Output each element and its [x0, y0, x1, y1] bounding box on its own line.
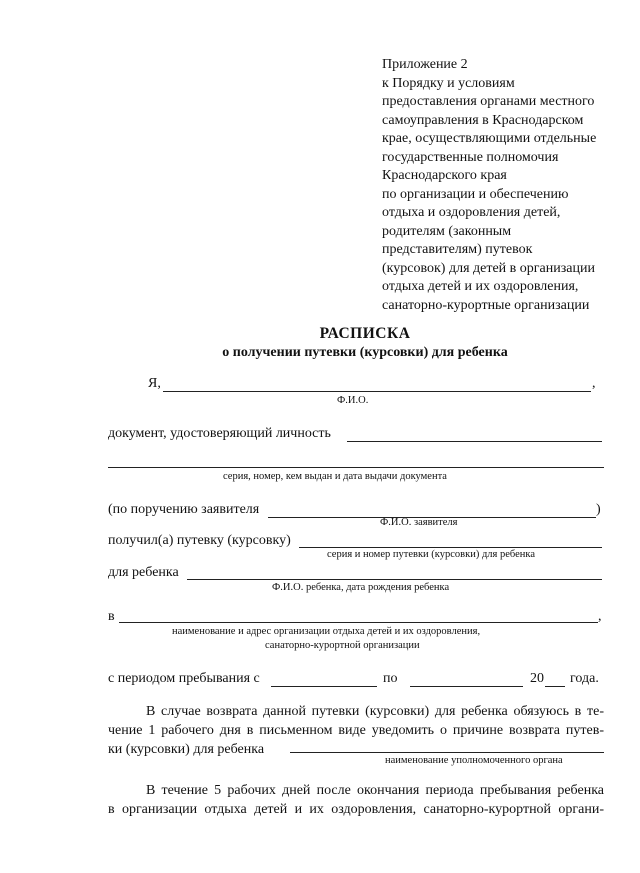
- appendix-line: отдыха и оздоровления детей,: [382, 205, 561, 220]
- appendix-line: родителям (законным: [382, 223, 512, 239]
- organization-field[interactable]: [119, 622, 598, 623]
- appendix-line: государственные полномочия: [382, 149, 559, 165]
- document-label: документ, удостоверяющий личность: [108, 426, 331, 441]
- period-year-label: 20: [530, 671, 544, 686]
- applicant-paren: ): [596, 502, 601, 517]
- appendix-line: крае, осуществляющими отдельные: [382, 131, 597, 146]
- ya-label: Я,: [148, 376, 161, 391]
- fio-caption: Ф.И.О.: [337, 395, 369, 406]
- appendix-header: [382, 56, 596, 315]
- period-to-field[interactable]: [410, 686, 523, 687]
- org-caption-2: санаторно-курортной организации: [265, 640, 420, 651]
- period-suffix: года.: [570, 671, 599, 686]
- return-paragraph: [108, 702, 604, 759]
- appendix-line: отдыха детей и их оздоровления,: [382, 279, 579, 294]
- in-label: в: [108, 609, 115, 624]
- authority-caption: наименование уполномоченного органа: [385, 755, 563, 766]
- appendix-line: самоуправления в Краснодарском: [382, 112, 584, 128]
- received-label: получил(а) путевку (курсовку): [108, 533, 291, 548]
- appendix-line: представителям) путевок: [382, 242, 533, 257]
- period-year-field[interactable]: [545, 686, 565, 687]
- document-field-2[interactable]: [108, 467, 604, 468]
- appendix-line: Краснодарского края: [382, 168, 507, 183]
- period-end-line-1: В течение 5 рабочих дней после окончания периода пребывания ребенка: [146, 783, 604, 798]
- return-line-2: чение 1 рабочего дня в письменном виде уведомить о причине возврата путев-: [108, 723, 604, 738]
- period-end-paragraph: [108, 781, 604, 819]
- return-line-1: В случае возврата данной путевки (курсовки) для ребенка обязуюсь в те-: [146, 704, 604, 719]
- appendix-line: к Порядку и условиям: [382, 75, 515, 91]
- document-caption: серия, номер, кем выдан и дата выдачи документа: [223, 471, 447, 482]
- fio-field[interactable]: [163, 391, 591, 392]
- document-field[interactable]: [347, 441, 602, 442]
- child-field[interactable]: [187, 579, 602, 580]
- appendix-line: Приложение 2: [382, 57, 468, 72]
- received-caption: серия и номер путевки (курсовки) для ребенка: [327, 549, 535, 560]
- document-subtitle: о получении путевки (курсовки) для ребенка: [222, 345, 508, 360]
- period-label: с периодом пребывания с: [108, 671, 260, 686]
- authority-field[interactable]: [290, 752, 604, 753]
- appendix-line: санаторно-курортные организации: [382, 297, 590, 313]
- period-from-field[interactable]: [271, 686, 377, 687]
- applicant-caption: Ф.И.О. заявителя: [380, 517, 458, 528]
- applicant-label: (по поручению заявителя: [108, 502, 260, 517]
- in-comma: ,: [598, 609, 602, 624]
- org-caption-1: наименование и адрес организации отдыха детей и их оздоровления,: [172, 626, 481, 637]
- document-title: РАСПИСКА: [319, 325, 411, 342]
- return-line-3: ки (курсовки) для ребенка: [108, 742, 265, 757]
- voucher-field[interactable]: [299, 547, 602, 548]
- child-label: для ребенка: [108, 565, 179, 580]
- appendix-line: по организации и обеспечению: [382, 186, 569, 202]
- period-end-line-2: в организации отдыха детей и их оздоровления, санаторно-курортной органи-: [108, 802, 604, 817]
- appendix-line: предоставления органами местного: [382, 94, 595, 109]
- appendix-line: (курсовок) для детей в организации: [382, 260, 595, 276]
- period-to-label: по: [383, 671, 398, 686]
- ya-comma: ,: [592, 376, 596, 391]
- child-caption: Ф.И.О. ребенка, дата рождения ребенка: [272, 582, 450, 593]
